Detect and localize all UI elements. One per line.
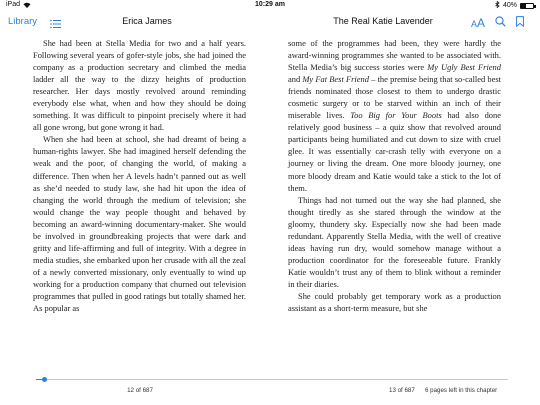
battery-percent: 40%	[502, 2, 517, 9]
font-size-icon[interactable]: AA	[470, 15, 485, 30]
left-page	[33, 37, 246, 314]
paragraph: She could probably get temporary work as a production assistant as a short-term measure, but she	[288, 290, 501, 314]
toolbar-right-icons	[471, 14, 524, 32]
show-title: My Ugly Best Friend	[427, 62, 501, 73]
bluetooth-icon	[495, 1, 500, 10]
search-icon[interactable]	[495, 14, 506, 32]
page-scrubber-knob[interactable]	[42, 377, 47, 382]
battery-icon	[520, 3, 534, 9]
paragraph: She had been at Stella Media for two and a half years. Following several years of gofer-style jobs, she had joined the company as a production secretary and climbed the media ladder all the way to the dizzy heights of production researcher. Her days mostly revolved around reminding everybody else what, when and how they should be doing something. It was difficult to pinpoint precisely where it had all gone wrong, but gone wrong it had.	[33, 38, 246, 133]
book-title: The Real Katie Lavender	[333, 16, 433, 26]
bookmark-icon[interactable]	[516, 14, 524, 32]
pages-left-in-chapter: 6 pages left in this chapter	[425, 387, 498, 394]
toc-list-icon[interactable]	[50, 16, 61, 26]
paragraph: When she had been at school, she had dreamt of being a human-rights lawyer. She had imagined herself defending the weak and the poor, of changing the world, of making a difference. Then when her A levels hadn’t panned out as well as she’d needed to study law, she had hit upon the idea of changing the world through the medium of television; she would change the way people thought and behaved by becoming an award-winning documentary-maker. She would be involved in groundbreaking projects that were dark and gritty and life-affirming and full of integrity. With a degree in media studies, she embarked upon her crusade with all the zeal of a newly converted missionary, only eventually to wind up working for a production company that churned out television programmes that pulled in good ratings but totally shamed her. As popular as	[33, 134, 246, 314]
paragraph: Things had not turned out the way she had planned, she thought tiredly as she stared through the window at the gloomy, thundery sky. Especially now she had been made redundant. Apparently Stella Media, with the well of creative ideas having run dry, would somehow manage without a production coordinator for the foreseeable future. Frankly Katie wouldn’t trust any of them to blink without a reminder in their diaries.	[288, 194, 501, 289]
show-title: Too Big for Your Boots	[350, 110, 442, 121]
author-name: Erica James	[122, 16, 172, 26]
device-name: iPad	[6, 1, 21, 8]
left-page-number: 12 of 687	[127, 387, 153, 394]
right-page	[288, 37, 501, 314]
library-button[interactable]: Library	[8, 16, 38, 27]
status-bar	[0, 0, 540, 10]
page-scrubber[interactable]	[36, 379, 508, 380]
paragraph: some of the programmes had been, they were hardly the award-winning programmes she wanted to be associated with. Stella Media’s big success stories were My Ugly Best Friend and My Fat Best Friend – the premise being that so-called best friends nominated those closest to them to undergo drastic cosmetic surgery or to be starved within an inch of their miserable lives. Too Big for Your Boots had also done relatively good business – a quiz show that revolved around participants being humiliated and cut down to size with cruel glee. It was essentially car-crash telly with everyone on a journey or living the dream. One more bloody journey, one more bloody dream and Katie would take a stick to the lot of them.	[288, 38, 502, 193]
reader-toolbar	[0, 10, 540, 34]
status-time: 10:29 am	[255, 1, 285, 8]
status-right	[495, 1, 534, 10]
right-page-number: 13 of 687	[389, 387, 415, 394]
show-title: My Fat Best Friend	[302, 74, 369, 85]
